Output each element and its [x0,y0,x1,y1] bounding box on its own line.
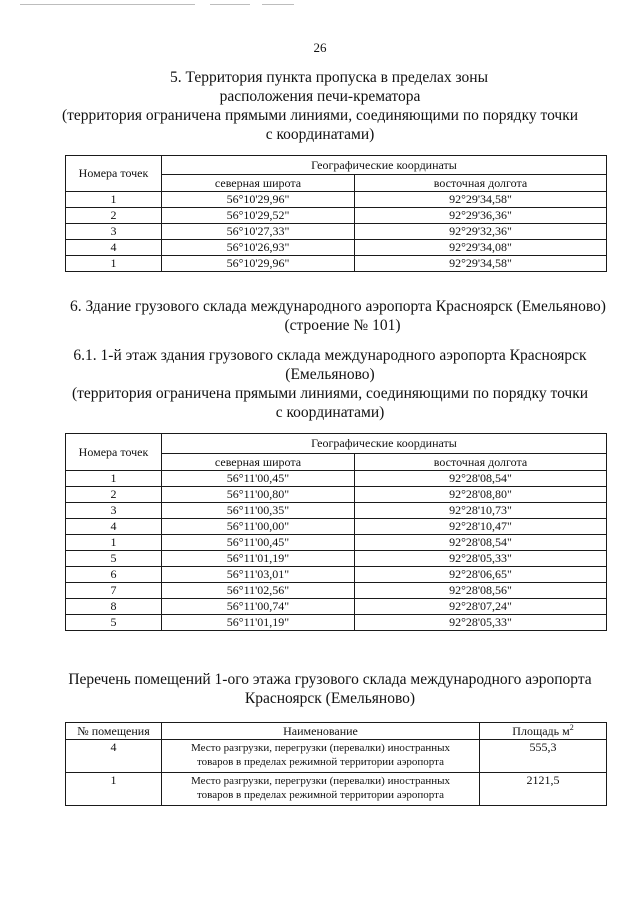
latitude-cell: 56°10'27,33" [162,224,355,240]
rooms-heading [60,670,600,708]
section-5-note-line1: (территория ограничена прямыми линиями, соединяющими по порядку точки [61,107,579,124]
room-name-cell [162,773,480,806]
latitude-cell: 56°10'29,96" [162,192,355,208]
table-row [66,583,607,599]
point-number-cell: 1 [66,535,162,551]
table-row [66,487,607,503]
room-number-cell: 1 [66,773,162,806]
table-row [66,192,607,208]
point-number-cell: 3 [66,224,162,240]
longitude-cell: 92°28'05,33" [355,551,607,567]
point-number-cell: 1 [66,192,162,208]
point-number-cell: 1 [66,471,162,487]
longitude-cell: 92°29'36,36" [355,208,607,224]
latitude-cell: 56°11'00,35" [162,503,355,519]
scan-top-line [210,4,250,5]
room-name-line1: Место разгрузки, перегрузки (перевалки) иностранных [191,742,450,754]
point-number-cell: 8 [66,599,162,615]
table-row [66,567,607,583]
longitude-cell: 92°28'10,73" [355,503,607,519]
latitude-cell: 56°10'29,96" [162,256,355,272]
room-area-cell: 2121,5 [480,773,607,806]
header-longitude: восточная долгота [355,454,607,471]
point-number-cell: 4 [66,519,162,535]
section-6-1-title-line1: 6.1. 1-й этаж здания грузового склада международного аэропорта Красноярск [73,347,587,364]
latitude-cell: 56°11'01,19" [162,551,355,567]
rooms-table [65,722,607,806]
section-6-1-note-line1: (территория ограничена прямыми линиями, соединяющими по порядку точки [71,385,589,402]
point-number-cell: 7 [66,583,162,599]
header-latitude: северная широта [162,454,355,471]
longitude-cell: 92°29'32,36" [355,224,607,240]
longitude-cell: 92°28'07,24" [355,599,607,615]
table-row [66,208,607,224]
longitude-cell: 92°28'08,54" [355,535,607,551]
point-number-cell: 2 [66,208,162,224]
table-row [66,256,607,272]
latitude-cell: 56°11'02,56" [162,583,355,599]
latitude-cell: 56°11'03,01" [162,567,355,583]
latitude-cell: 56°11'01,19" [162,615,355,631]
section-6-1-heading [60,346,600,422]
table-row [66,503,607,519]
longitude-cell: 92°28'05,33" [355,615,607,631]
table-row [66,615,607,631]
room-name-cell [162,740,480,773]
header-room-name: Наименование [162,723,480,740]
header-geo-coords: Географические координаты [162,434,607,454]
coordinates-table-2 [65,433,607,631]
table-row [66,773,607,806]
table-row [66,519,607,535]
table-row [66,740,607,773]
longitude-cell: 92°28'10,47" [355,519,607,535]
table-row [66,599,607,615]
point-number-cell: 6 [66,567,162,583]
point-number-cell: 5 [66,615,162,631]
point-number-cell: 4 [66,240,162,256]
table-row [66,471,607,487]
longitude-cell: 92°28'06,65" [355,567,607,583]
page-number: 26 [313,40,327,55]
section-5-title-line1: 5. Территория пункта пропуска в пределах зоны [170,69,488,86]
section-6-heading [70,297,615,335]
table-row [66,551,607,567]
section-5-heading [60,68,580,144]
header-room-area [480,723,607,740]
table-row [66,224,607,240]
room-name-line2: товаров в пределах режимной территории аэропорта [197,756,444,768]
room-name-line2: товаров в пределах режимной территории аэропорта [197,789,444,801]
latitude-cell: 56°11'00,80" [162,487,355,503]
latitude-cell: 56°11'00,74" [162,599,355,615]
coordinates-table-1 [65,155,607,272]
header-room-area-sup: 2 [569,722,574,732]
header-room-number: № помещения [66,723,162,740]
header-geo-coords: Географические координаты [162,156,607,175]
latitude-cell: 56°10'29,52" [162,208,355,224]
header-longitude: восточная долгота [355,175,607,192]
room-name-line1: Место разгрузки, перегрузки (перевалки) иностранных [191,775,450,787]
room-number-cell: 4 [66,740,162,773]
longitude-cell: 92°28'08,54" [355,471,607,487]
rooms-title-line1: Перечень помещений 1-ого этажа грузового склада международного аэропорта [68,671,592,688]
rooms-title-line2: Красноярск (Емельяново) [244,690,416,707]
latitude-cell: 56°11'00,00" [162,519,355,535]
scan-top-line [20,4,195,5]
point-number-cell: 2 [66,487,162,503]
latitude-cell: 56°10'26,93" [162,240,355,256]
header-point-numbers: Номера точек [66,434,162,471]
header-latitude: северная широта [162,175,355,192]
header-point-numbers: Номера точек [66,156,162,192]
section-6-1-title-line2: (Емельяново) [285,366,375,383]
table-row [66,535,607,551]
room-area-cell: 555,3 [480,740,607,773]
longitude-cell: 92°29'34,08" [355,240,607,256]
section-6-title-line2: (строение № 101) [284,317,401,334]
section-6-title-line1: 6. Здание грузового склада международного аэропорта Красноярск (Емельяново) [70,298,606,315]
point-number-cell: 3 [66,503,162,519]
table-row [66,240,607,256]
point-number-cell: 1 [66,256,162,272]
scan-top-line [262,4,294,5]
longitude-cell: 92°29'34,58" [355,192,607,208]
section-6-1-note-line2: с координатами) [275,404,385,421]
point-number-cell: 5 [66,551,162,567]
longitude-cell: 92°28'08,56" [355,583,607,599]
section-5-note-line2: с координатами) [265,126,375,143]
section-5-title-line2: расположения печи-крематора [219,88,421,105]
header-room-area-label: Площадь м [512,723,570,738]
latitude-cell: 56°11'00,45" [162,471,355,487]
longitude-cell: 92°29'34,58" [355,256,607,272]
latitude-cell: 56°11'00,45" [162,535,355,551]
longitude-cell: 92°28'08,80" [355,487,607,503]
